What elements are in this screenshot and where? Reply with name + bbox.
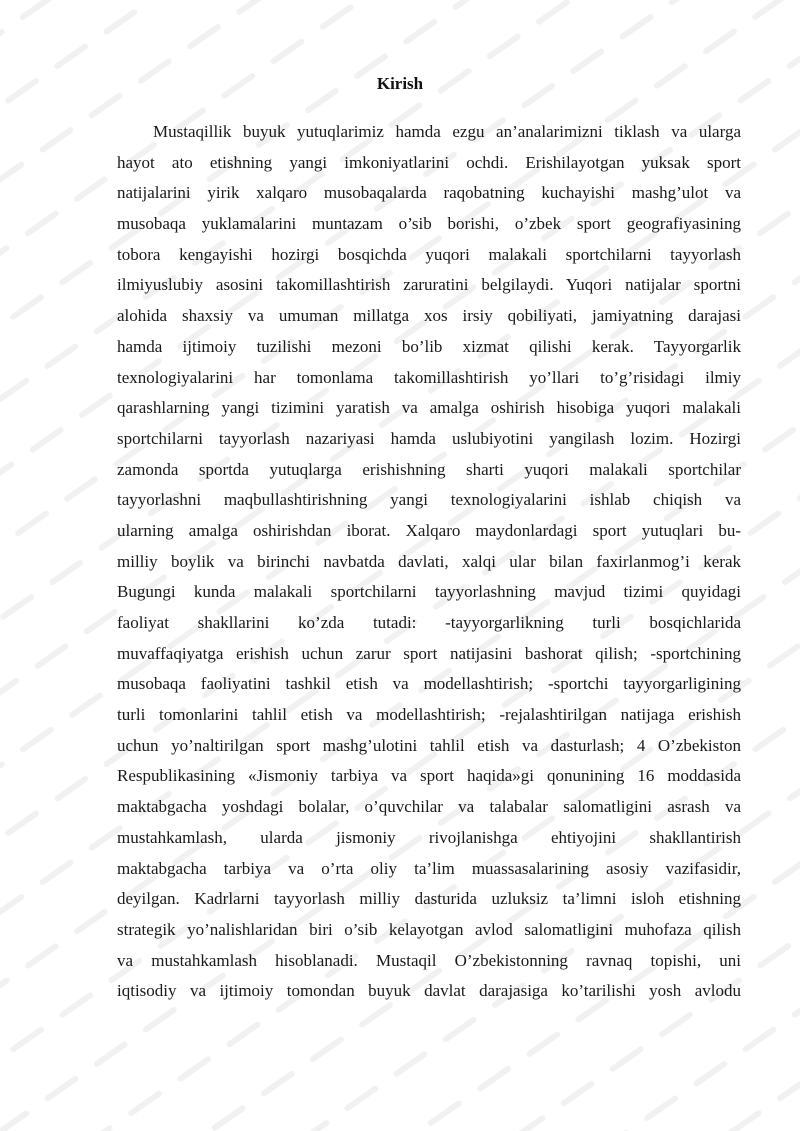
- paragraph-line: maktabgacha tarbiya va o’rta oliy ta’lim muassasalarining asosiy vazifasidir,: [117, 858, 741, 878]
- paragraph-line: sportchilarni tayyorlash nazariyasi hamda uslubiyotini yangilash lozim. Hozirgi: [117, 428, 741, 448]
- paragraph-line: natijalarini yirik xalqaro musobaqalarda raqobatning kuchayishi mashg’ulot va: [117, 183, 741, 203]
- paragraph-line: va mustahkamlash hisoblanadi. Mustaqil O’zbekistonning ravnaq topishi, uni: [117, 950, 741, 970]
- paragraph-line: hayot ato etishning yangi imkoniyatlarini ochdi. Erishilayotgan yuksak sport: [117, 152, 741, 172]
- paragraph-line: uchun yo’naltirilgan sport mashg’ulotini tahlil etish va dasturlash; 4 O’zbekiston: [117, 735, 741, 755]
- paragraph-line: qarashlarning yangi tizimini yaratish va amalga oshirish hisobiga yuqori malakali: [117, 398, 741, 418]
- paragraph-line: zamonda sportda yutuqlarga erishishning sharti yuqori malakali sportchilar: [117, 459, 741, 479]
- page-title: Kirish: [376, 74, 424, 93]
- paragraph-line: maktabgacha yoshdagi bolalar, o’quvchilar va talabalar salomatligini asrash va: [117, 797, 741, 817]
- paragraph-line: muvaffaqiyatga erishish uchun zarur sport natijasini bashorat qilish; -sportchining: [117, 643, 741, 663]
- body-paragraph: [117, 117, 741, 1007]
- paragraph-line: deyilgan. Kadrlarni tayyorlash milliy dasturida uzluksiz ta’limni isloh etishning: [117, 889, 741, 909]
- paragraph-line: Bugungi kunda malakali sportchilarni tayyorlashning mavjud tizimi quyidagi: [117, 582, 741, 602]
- paragraph-line: tobora kengayishi hozirgi bosqichda yuqori malakali sportchilarni tayyorlash: [117, 244, 741, 264]
- paragraph-line: musobaqa yuklamalarini muntazam o’sib borishi, o’zbek sport geografiyasining: [117, 214, 741, 234]
- paragraph-line: ularning amalga oshirishdan iborat. Xalqaro maydonlardagi sport yutuqlari bu-: [117, 520, 741, 540]
- paragraph-line: texnologiyalarini har tomonlama takomillashtirish yo’llari to’g’risidagi ilmiy: [117, 367, 741, 387]
- paragraph-line: tayyorlashni maqbullashtirishning yangi texnologiyalarini ishlab chiqish va: [117, 490, 741, 510]
- paragraph-line: turli tomonlarini tahlil etish va modellashtirish; -rejalashtirilgan natijaga erishish: [117, 705, 741, 725]
- paragraph-line: mustahkamlash, ularda jismoniy rivojlanishga ehtiyojini shakllantirish: [117, 827, 741, 847]
- paragraph-line: strategik yo’nalishlaridan biri o’sib kelayotgan avlod salomatligini muhofaza qilish: [117, 919, 741, 939]
- paragraph-line: milliy boylik va birinchi navbatda davlati, xalqi ular bilan faxirlanmog’i kerak: [117, 551, 741, 571]
- paragraph-line: musobaqa faoliyatini tashkil etish va modellashtirish; -sportchi tayyorgarligining: [117, 674, 741, 694]
- paragraph-line: alohida shaxsiy va umuman millatga xos irsiy qobiliyati, jamiyatning darajasi: [117, 306, 741, 326]
- paragraph-line: Mustaqillik buyuk yutuqlarimiz hamda ezgu an’analarimizni tiklash va ularga: [153, 122, 741, 141]
- paragraph-line: faoliyat shakllarini ko’zda tutadi: -tayyorgarlikning turli bosqichlarida: [117, 613, 741, 632]
- paragraph-line: Respublikasining «Jismoniy tarbiya va sport haqida»gi qonunining 16 moddasida: [117, 766, 741, 786]
- paragraph-line: iqtisodiy va ijtimoiy tomondan buyuk davlat darajasiga ko’tarilishi yosh avlodu: [117, 981, 741, 1001]
- paragraph-line: ilmiyuslubiy asosini takomillashtirish zaruratini belgilaydi. Yuqori natijalar sportni: [117, 275, 741, 295]
- paragraph-line: hamda ijtimoiy tuzilishi mezoni bo’lib xizmat qilishi kerak. Tayyorgarlik: [117, 336, 741, 356]
